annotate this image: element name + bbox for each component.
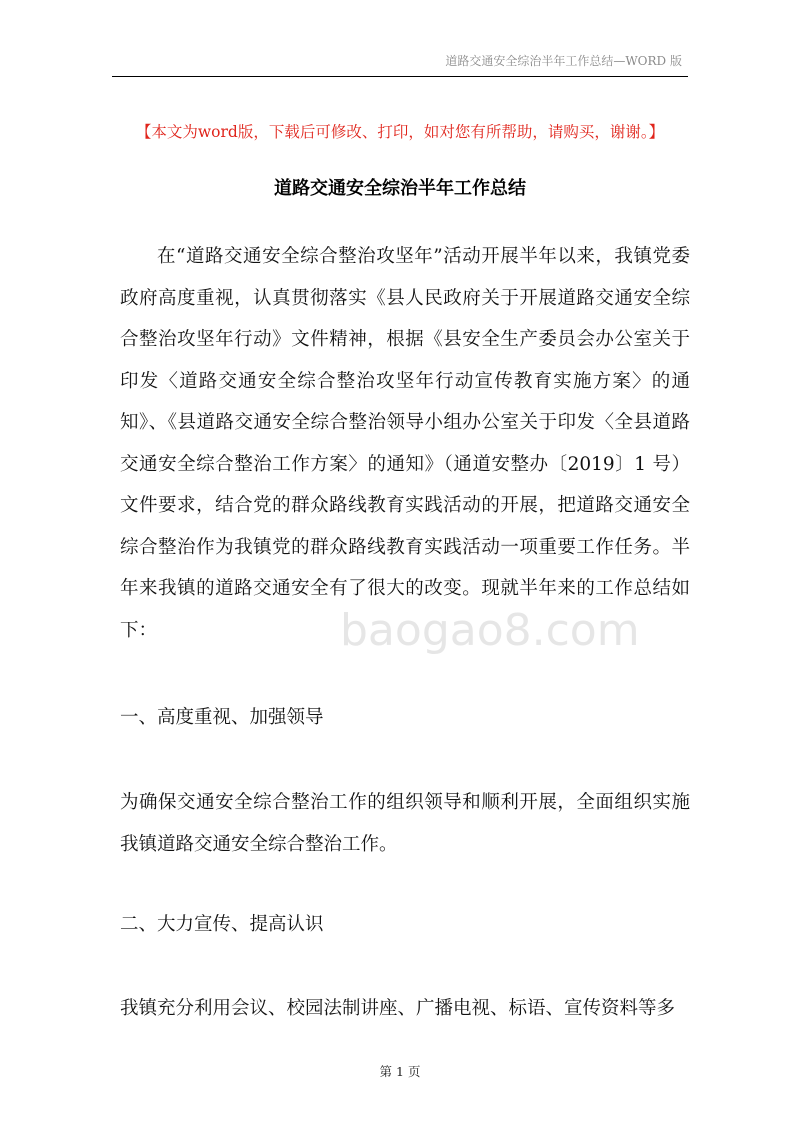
purchase-notice: 【本文为word版，下载后可修改、打印，如对您有所帮助，请购买，谢谢。】: [135, 123, 665, 141]
section-1-paragraph: 为确保交通安全综合整治工作的组织领导和顺利开展，全面组织实施我镇道路交通安全综合整治工作。: [120, 792, 690, 855]
document-title: 道路交通安全综治半年工作总结: [274, 178, 526, 199]
page-number: 第 1 页: [379, 1064, 421, 1079]
intro-paragraph: 在“道路交通安全综合整治攻坚年”活动开展半年以来，我镇党委政府高度重视，认真贯彻落实《县人民政府关于开展道路交通安全综合整治攻坚年行动》文件精神，根据《县安全生产委员会办公室关于印发〈道路交通安全综合整治攻坚年行动宣传教育实施方案〉的通知》、《县道路交通安全综合整治领导小组办公室关于印发〈全县道路交通安全综合整治工作方案〉的通知》（通道安整办〔2019〕1 号）文件要求，结合党的群众路线教育实践活动的开展，把道路交通安全综合整治作为我镇党的群众路线教育实践活动一项重要工作任务。半年来我镇的道路交通安全有了很大的改变。现就半年来的工作总结如下：: [120, 246, 690, 641]
running-header: 道路交通安全综治半年工作总结—WORD 版: [445, 54, 682, 68]
header-divider: [112, 76, 688, 77]
section-2-heading: 二、大力宣传、提高认识: [120, 914, 324, 935]
section-2-paragraph: 我镇充分利用会议、校园法制讲座、广播电视、标语、宣传资料等多: [120, 998, 676, 1019]
watermark-text: baogao8.com: [340, 605, 640, 656]
section-1-heading: 一、高度重视、加强领导: [120, 707, 324, 728]
